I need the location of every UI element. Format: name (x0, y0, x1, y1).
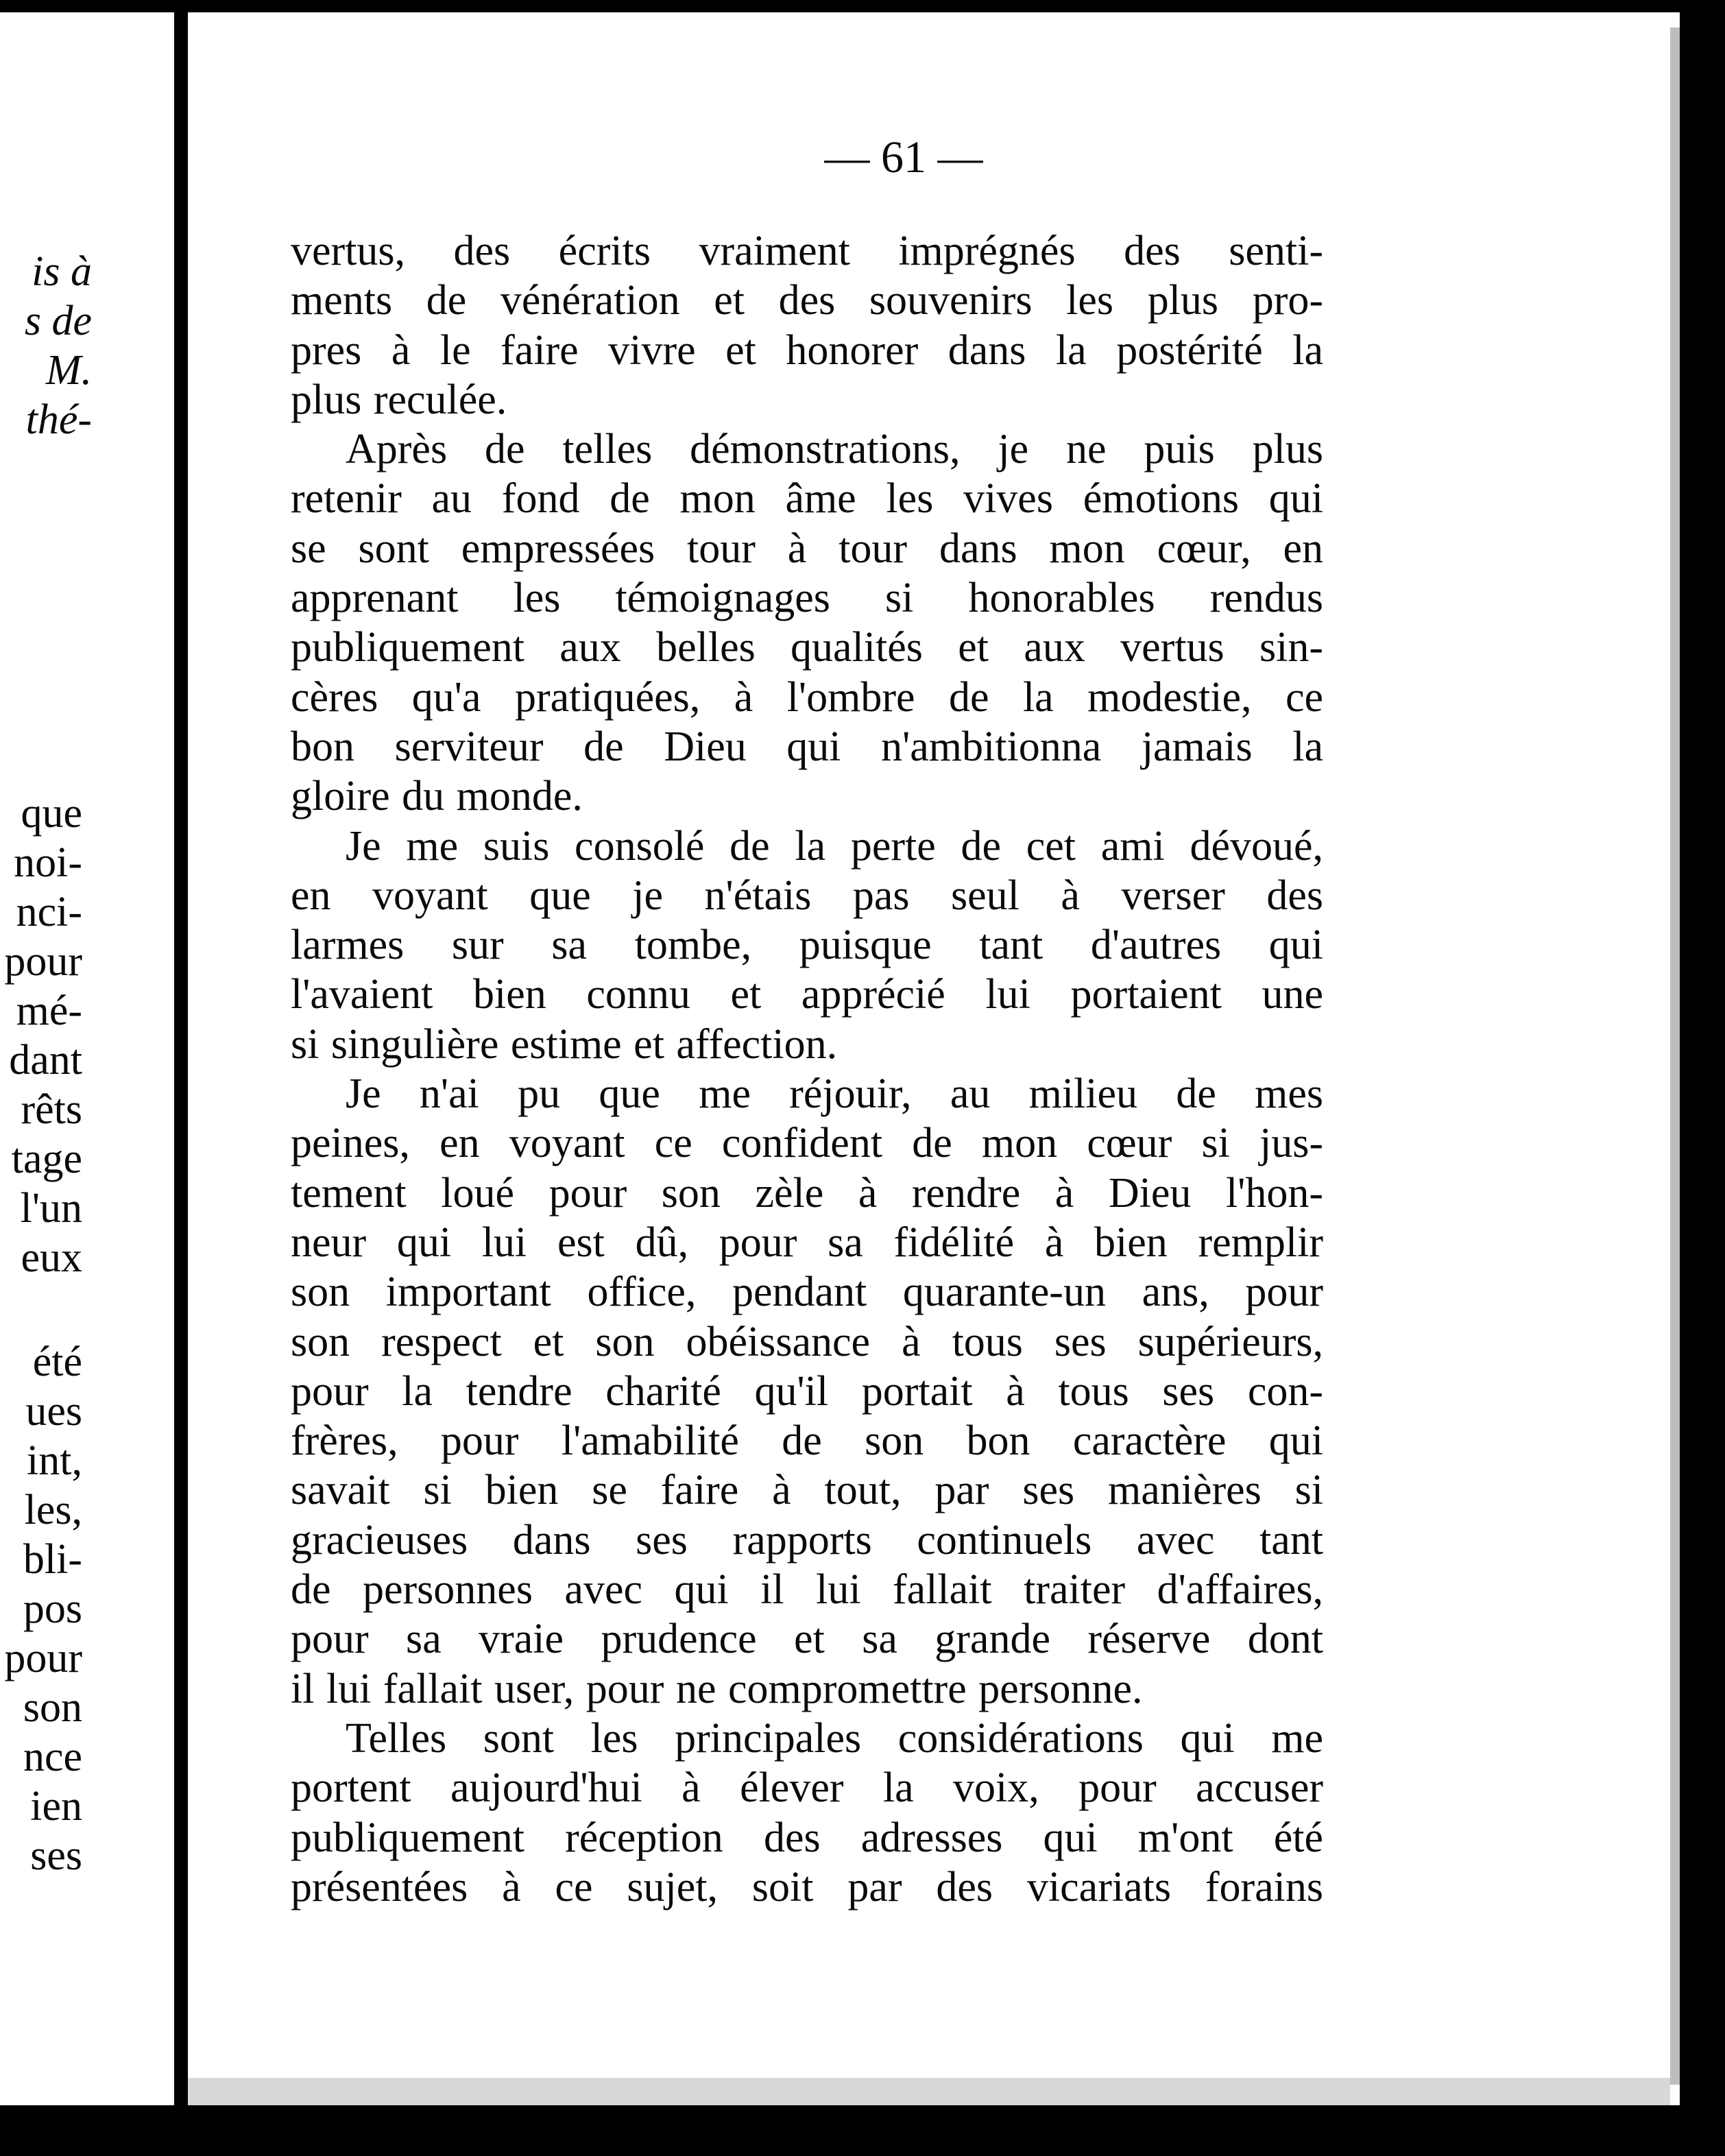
fragment-line: les, (24, 1487, 82, 1533)
page-number: — 61 — (824, 132, 983, 182)
text-line: Je n'ai pu que me réjouir, au milieu de mes (346, 1070, 1323, 1118)
left-fragments-middle (4, 789, 82, 1282)
body-text (291, 226, 1323, 1912)
fragment-line: pour (4, 938, 82, 985)
text-line: son important office, pendant quarante-un ans, pour (291, 1269, 1323, 1316)
fragment-line: nci- (16, 889, 82, 935)
fragment-line: s de (24, 298, 92, 344)
text-line: pour sa vraie prudence et sa grande réserve dont (291, 1616, 1323, 1663)
left-fragments-lower (4, 1337, 82, 1880)
text-line: en voyant que je n'étais pas seul à verser des (291, 872, 1323, 919)
page-edge (1670, 27, 1680, 2085)
text-line: gracieuses dans ses rapports continuels avec tant (291, 1516, 1323, 1564)
fragment-line: été (32, 1339, 82, 1385)
fragment-line: thé- (25, 396, 92, 443)
text-line: cères qu'a pratiquées, à l'ombre de la modestie, ce (291, 673, 1323, 721)
text-line: neur qui lui est dû, pour sa fidélité à bien remplir (291, 1219, 1323, 1266)
text-line: si singulière estime et affection. (291, 1020, 838, 1068)
left-page-fragment (0, 0, 174, 2105)
text-line: peines, en voyant ce confident de mon cœur si jus- (291, 1120, 1323, 1167)
scan-border-bottom (0, 2105, 1725, 2156)
fragment-line: pour (4, 1635, 82, 1681)
page-bottom-edge (188, 2078, 1670, 2105)
fragment-line: noi- (14, 839, 82, 886)
text-line: plus reculée. (291, 376, 507, 423)
fragment-line: eux (21, 1234, 82, 1281)
text-line: savait si bien se faire à tout, par ses manières si (291, 1467, 1323, 1514)
text-line: pour la tendre charité qu'il portait à tous ses con- (291, 1367, 1323, 1415)
fragment-line: ien (30, 1783, 82, 1830)
text-line: ments de vénération et des souvenirs les plus pro- (291, 277, 1323, 324)
text-line: apprenant les témoignages si honorables rendus (291, 575, 1323, 622)
text-line: Telles sont les principales considérations qui me (346, 1714, 1323, 1762)
text-line: portent aujourd'hui à élever la voix, pour accuser (291, 1764, 1323, 1812)
fragment-line: nce (23, 1734, 82, 1780)
scan-border-right (1680, 0, 1725, 2156)
text-line: l'avaient bien connu et apprécié lui portaient une (291, 971, 1323, 1018)
text-line: publiquement réception des adresses qui m'ont été (291, 1814, 1323, 1861)
fragment-line: l'un (20, 1185, 82, 1232)
fragment-line: tage (11, 1136, 82, 1182)
left-italic-fragments (25, 247, 92, 444)
text-line: bon serviteur de Dieu qui n'ambitionna jamais la (291, 723, 1323, 770)
text-line: son respect et son obéissance à tous ses supérieurs, (291, 1318, 1323, 1365)
text-line: gloire du monde. (291, 773, 583, 820)
book-gutter (174, 0, 188, 2156)
fragment-line: mé- (16, 987, 82, 1034)
text-line: présentées à ce sujet, soit par des vicariats forains (291, 1863, 1323, 1911)
text-line: Je me suis consolé de la perte de cet ami dévoué, (346, 822, 1323, 870)
fragment-line: que (21, 790, 82, 837)
text-line: tement loué pour son zèle à rendre à Dieu l'hon- (291, 1169, 1323, 1217)
text-line: retenir au fond de mon âme les vives émotions qui (291, 475, 1323, 523)
text-line: frères, pour l'amabilité de son bon caractère qui (291, 1417, 1323, 1465)
fragment-line: son (23, 1684, 82, 1731)
text-line: larmes sur sa tombe, puisque tant d'autres qui (291, 922, 1323, 969)
fragment-line: bli- (23, 1536, 82, 1583)
text-line: pres à le faire vivre et honorer dans la postérité la (291, 326, 1323, 374)
fragment-line: M. (45, 347, 92, 394)
fragment-line: is à (32, 248, 92, 295)
scan-border-top (0, 0, 1725, 12)
text-line: Après de telles démonstrations, je ne puis plus (346, 426, 1323, 473)
fragment-line: int, (27, 1437, 82, 1484)
fragment-line: pos (23, 1585, 82, 1632)
fragment-line: rêts (21, 1086, 82, 1133)
fragment-line: dant (9, 1037, 82, 1083)
text-line: publiquement aux belles qualités et aux vertus sin- (291, 624, 1323, 671)
text-line: il lui fallait user, pour ne compromettre personne. (291, 1665, 1143, 1712)
text-line: vertus, des écrits vraiment imprégnés des senti- (291, 228, 1323, 274)
fragment-line: ses (30, 1832, 82, 1879)
text-line: se sont empressées tour à tour dans mon cœur, en (291, 525, 1323, 572)
fragment-line: ues (25, 1388, 82, 1435)
text-line: de personnes avec qui il lui fallait traiter d'affaires, (291, 1566, 1323, 1614)
